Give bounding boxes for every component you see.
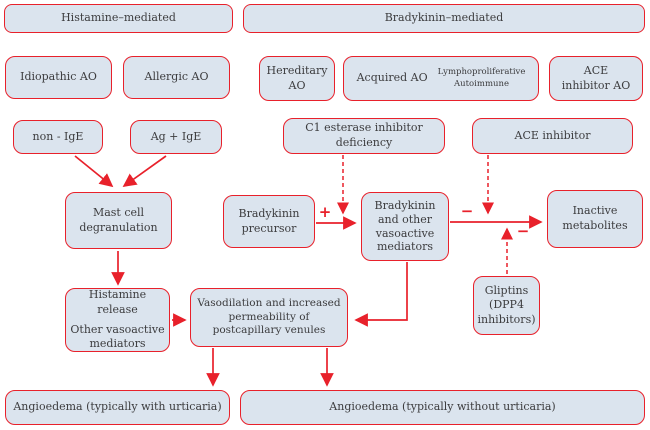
mast-cell-label [79, 206, 157, 235]
box-gliptins [473, 276, 540, 335]
gliptins-line2: (DPP4 [489, 298, 524, 312]
gliptins-label [478, 284, 536, 327]
box-histamine-release [65, 288, 170, 352]
hereditary-line2: AO [288, 78, 306, 92]
non-ige-label: non - IgE [32, 129, 84, 143]
mediators-line2: and other [377, 212, 433, 226]
bradykinin-mediators-label [374, 199, 435, 254]
box-angioedema-without-urticaria [240, 390, 645, 425]
header-histamine-mediated [4, 4, 233, 33]
box-allergic-ao [123, 56, 230, 99]
c1-deficiency-label [305, 121, 423, 150]
box-angioedema-with-urticaria [5, 390, 230, 425]
box-acquired-ao [343, 56, 539, 101]
ag-ige-label: Ag + IgE [150, 129, 202, 143]
precursor-line1: Bradykinin [238, 206, 300, 220]
box-non-ige [13, 120, 103, 154]
angioedema-without-label: Angioedema (typically without urticaria) [329, 400, 556, 414]
box-bradykinin-mediators [361, 192, 449, 261]
histamine-release-line2: Other vasoactive [70, 322, 165, 336]
vasodilation-label [197, 297, 340, 339]
box-vasodilation [190, 288, 348, 347]
c1-line1: C1 esterase inhibitor [305, 121, 423, 135]
inactive-metabolites-label [562, 204, 627, 233]
bradykinin-precursor-label [238, 207, 299, 236]
acquired-sub-lymphoproliferative: Lymphoproliferative [437, 67, 526, 78]
hereditary-ao-label [267, 64, 328, 93]
histamine-release-para1: Histamine release [88, 288, 147, 316]
minus-sign-ace: − [460, 202, 474, 220]
minus-sign-gliptins: − [516, 222, 530, 240]
histamine-release-label [70, 288, 165, 351]
acquired-ao-label: Acquired AO [356, 71, 428, 85]
box-mast-cell-degranulation [65, 192, 172, 249]
angioedema-with-label: Angioedema (typically with urticaria) [13, 400, 222, 414]
header-bradykinin-label: Bradykinin–mediated [384, 11, 504, 25]
histamine-release-para2 [70, 323, 165, 352]
header-bradykinin-mediated [243, 4, 645, 33]
vasodilation-line3: postcapillary venules [212, 324, 326, 337]
idiopathic-ao-label: Idiopathic AO [20, 70, 97, 84]
ace-ao-line1: ACE [583, 63, 609, 77]
c1-line2: deficiency [335, 136, 393, 149]
mediators-line1: Bradykinin [374, 199, 436, 212]
ace-inhibitor-ao-label [562, 64, 631, 93]
arrow-mediators-to-vasodilation [356, 262, 407, 320]
mediators-line3: vasoactive [375, 226, 435, 240]
box-ace-inhibitor-ao [549, 56, 643, 101]
mast-line1: Mast cell [92, 205, 145, 219]
inactive-line2: metabolites [562, 219, 628, 232]
histamine-release-line3: mediators [89, 337, 146, 351]
acquired-ao-content [357, 67, 526, 90]
box-bradykinin-precursor [223, 195, 315, 248]
box-idiopathic-ao [5, 56, 112, 99]
mast-line2: degranulation [79, 220, 158, 234]
vasodilation-line1: Vasodilation and increased [197, 296, 341, 309]
precursor-line2: precursor [241, 221, 297, 235]
acquired-sub-autoimmune: Autoimmune [454, 78, 509, 89]
plus-sign: + [318, 203, 332, 221]
hereditary-line1: Hereditary [266, 63, 328, 77]
mediators-line4: mediators [376, 240, 433, 254]
vasodilation-line2: permeability of [228, 310, 310, 323]
ace-inhibitor-label: ACE inhibitor [514, 128, 591, 142]
header-histamine-label: Histamine–mediated [61, 11, 176, 25]
box-hereditary-ao [259, 56, 335, 101]
ace-ao-line2: inhibitor AO [561, 78, 631, 92]
box-c1-esterase-deficiency [283, 118, 445, 154]
box-inactive-metabolites [547, 190, 643, 248]
gliptins-line3: inhibitors) [477, 312, 536, 326]
box-ace-inhibitor [472, 118, 633, 154]
gliptins-line1: Gliptins [484, 284, 529, 298]
arrow-non-ige-to-mast-cell [75, 156, 112, 186]
box-ag-ige [130, 120, 222, 154]
allergic-ao-label: Allergic AO [144, 70, 209, 84]
inactive-line1: Inactive [572, 204, 618, 218]
acquired-ao-subtypes [438, 67, 526, 90]
arrow-ag-ige-to-mast-cell [124, 156, 166, 186]
